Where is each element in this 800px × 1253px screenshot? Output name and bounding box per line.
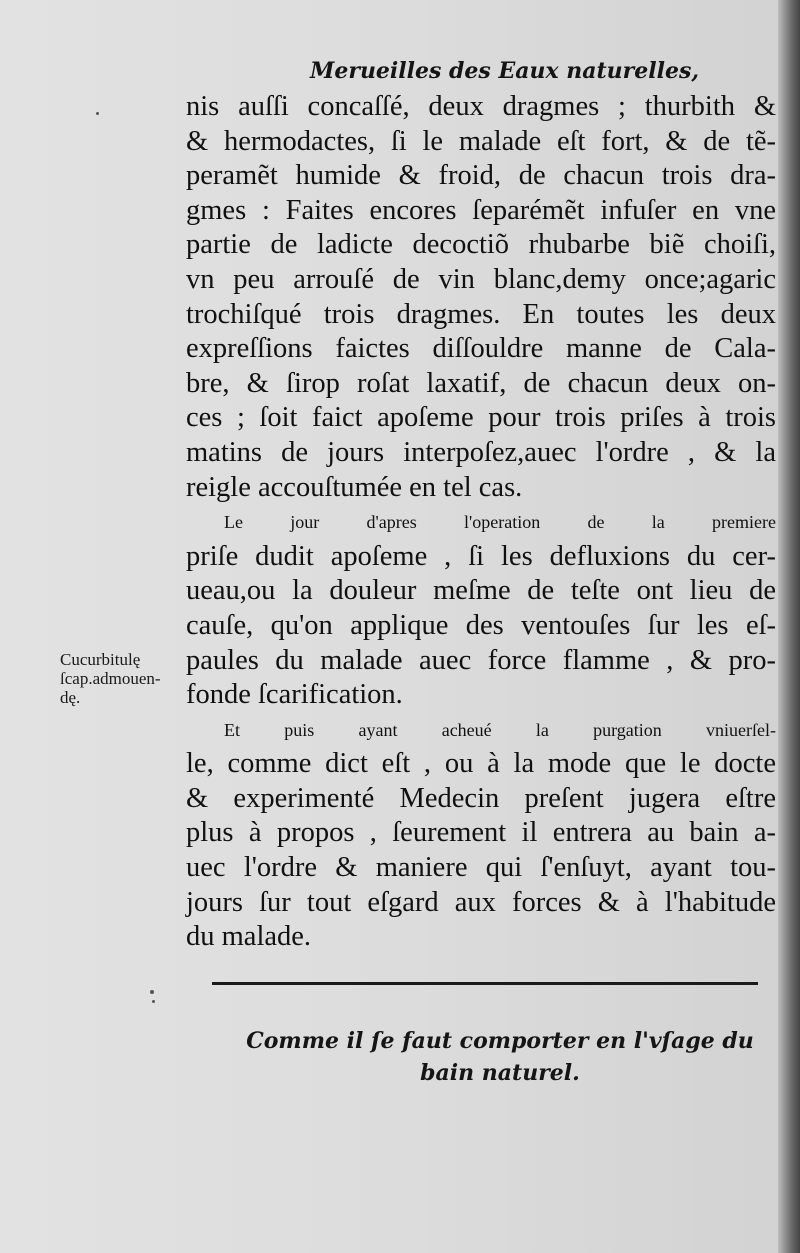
text-line: du malade. [186, 921, 312, 953]
text-line: paules du malade auec force flamme , & pro- [186, 644, 776, 676]
text-line: gmes : Faites encores ſeparémẽt infuſer en vne [186, 194, 776, 226]
margin-note-line: Cucurbitulę [60, 650, 141, 669]
text-line: & experimenté Medecin preſent jugera eſtre [186, 782, 776, 814]
text-line: matins de jours interpoſez,auec l'ordre , & la [186, 436, 776, 468]
ink-speck [150, 990, 154, 994]
section-heading [220, 1025, 780, 1089]
text-line: uec l'ordre & maniere qui ſ'enſuyt, ayant tou- [186, 852, 776, 884]
ink-speck [152, 1000, 155, 1003]
margin-note-line: dę. [60, 688, 81, 707]
text-line: fonde ſcarification. [186, 679, 403, 711]
text-line: cauſe, qu'on applique des ventouſes ſur les eſ- [186, 609, 776, 641]
text-line: expreſſions faictes diſſouldre manne de Cala- [186, 333, 776, 365]
page-edge-shadow [778, 0, 800, 1253]
margin-note-line: ſcap.admouen- [60, 669, 161, 688]
text-line: peramẽt humide & froid, de chacun trois dra- [186, 160, 776, 192]
section-rule [212, 982, 758, 985]
text-line: & hermodactes, ſi le malade eſt fort, & de tẽ- [186, 125, 776, 157]
margin-note [60, 650, 190, 707]
ink-speck [96, 112, 99, 115]
heading-line: Comme il ſe faut comporter en l'vſage du [246, 1028, 754, 1054]
text-line: ces ; ſoit faict apoſeme pour trois priſes à trois [186, 402, 776, 434]
text-line: jours ſur tout eſgard aux forces & à l'habitude [186, 886, 776, 918]
text-line: nis auſſi concaſſé, deux dragmes ; thurbith & [186, 91, 776, 122]
paragraph-start-line: Et puis ayant acheué la purgation vniuerſel- [224, 719, 776, 740]
heading-line: bain naturel. [420, 1060, 580, 1086]
running-head: Merueilles des Eaux naturelles, [310, 58, 700, 84]
text-line: priſe dudit apoſeme , ſi les defluxions du cer- [186, 540, 776, 572]
text-line: reigle accouſtumée en tel cas. [186, 471, 523, 503]
text-line: trochiſqué trois dragmes. En toutes les deux [186, 298, 776, 330]
body-text [186, 90, 776, 955]
text-line: vn peu arrouſé de vin blanc,demy once;agaric [186, 263, 776, 295]
text-line: ueau,ou la douleur meſme de teſte ont lieu de [186, 575, 776, 607]
paragraph-start-line: Le jour d'apres l'operation de la premiere [224, 512, 776, 533]
text-line: le, comme dict eſt , ou à la mode que le docte [186, 748, 776, 780]
text-line: partie de ladicte decoctiõ rhubarbe biẽ choiſi, [186, 229, 776, 261]
text-line: bre, & ſirop roſat laxatif, de chacun deux on- [186, 367, 776, 399]
text-line: plus à propos , ſeurement il entrera au bain a- [186, 817, 776, 849]
